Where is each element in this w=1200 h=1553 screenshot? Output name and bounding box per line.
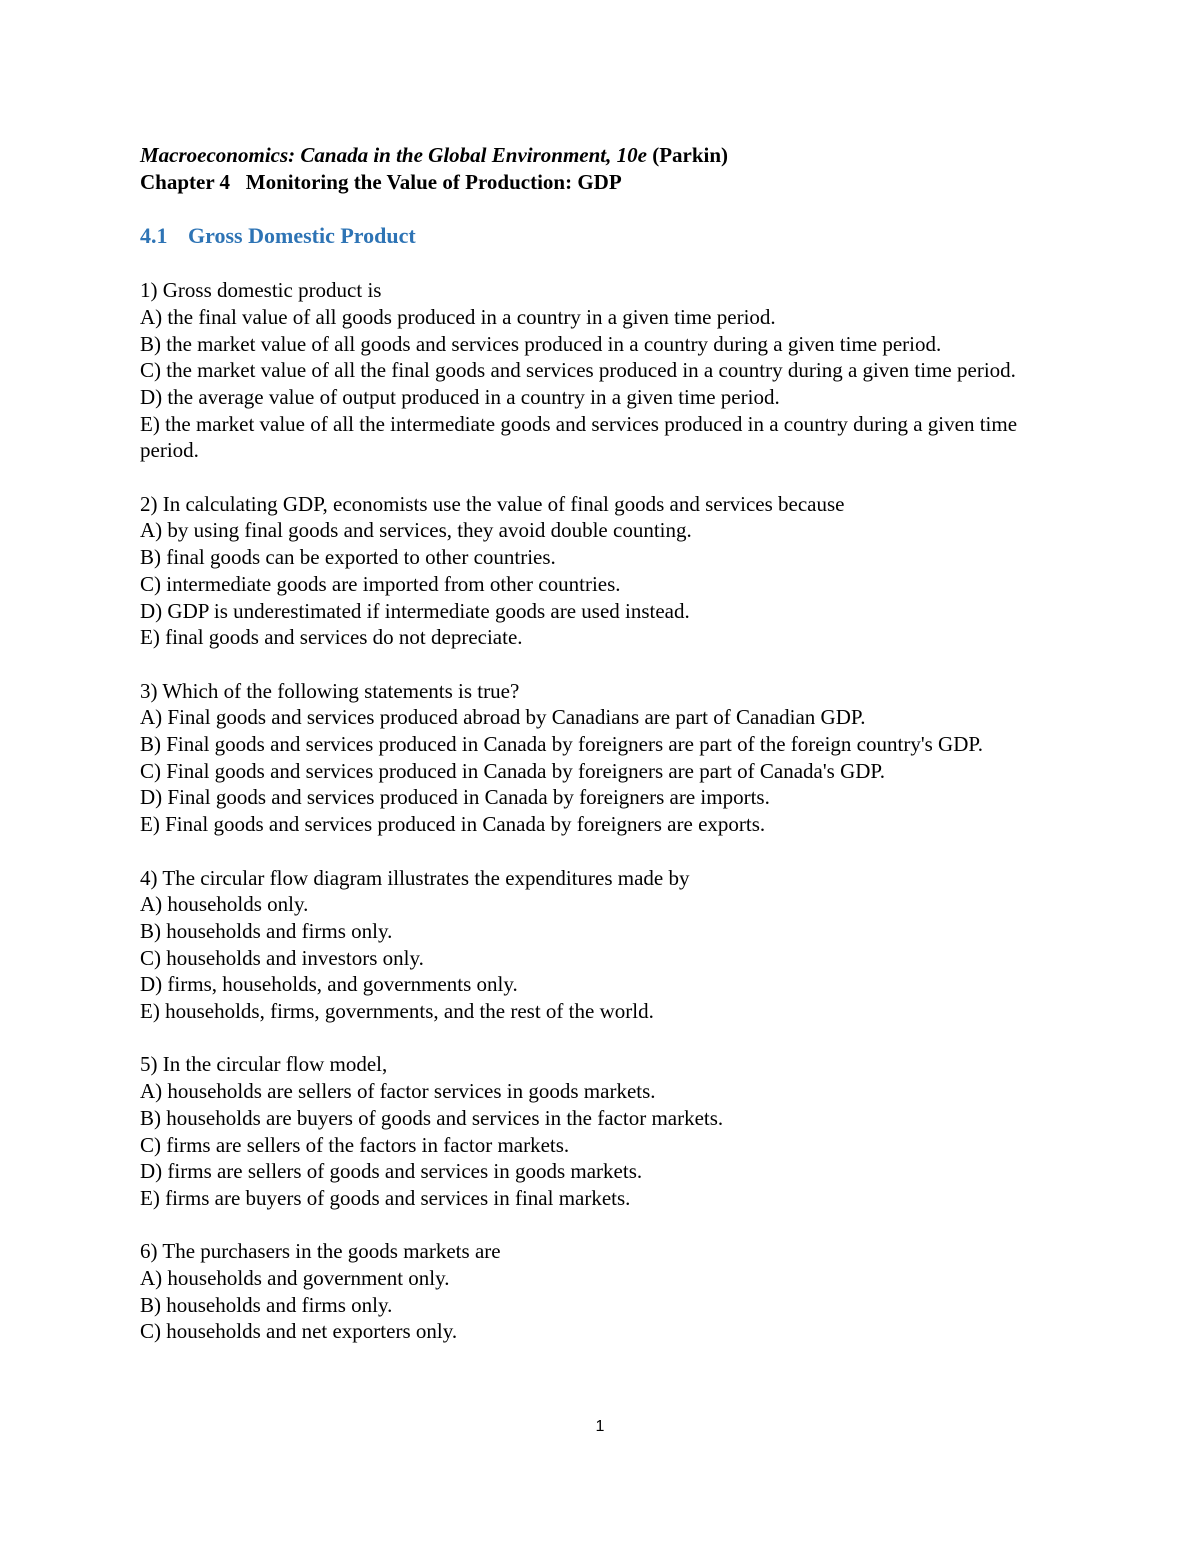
answer-option: C) the market value of all the final goods and services produced in a country during a given time period. <box>140 358 1016 383</box>
answer-option: A) by using final goods and services, they avoid double counting. <box>140 518 692 543</box>
question-stem: 6) The purchasers in the goods markets are <box>140 1239 501 1264</box>
answer-option: C) Final goods and services produced in Canada by foreigners are part of Canada's GDP. <box>140 758 885 783</box>
answer-option: E) the market value of all the intermediate goods and services produced in a country during a given time period. <box>140 411 1018 463</box>
answer-option: C) intermediate goods are imported from other countries. <box>140 571 621 596</box>
answer-option: E) firms are buyers of goods and services in final markets. <box>140 1185 631 1210</box>
question-stem: 3) Which of the following statements is true? <box>140 678 520 703</box>
answer-option: D) firms are sellers of goods and services in goods markets. <box>140 1159 643 1184</box>
question-stem: 5) In the circular flow model, <box>140 1052 388 1077</box>
section-title: Gross Domestic Product <box>188 223 416 249</box>
document-page <box>140 142 1070 1372</box>
question-stem: 1) Gross domestic product is <box>140 278 382 303</box>
answer-option: D) GDP is underestimated if intermediate goods are used instead. <box>140 598 690 623</box>
answer-option: A) Final goods and services produced abroad by Canadians are part of Canadian GDP. <box>140 705 866 730</box>
answer-option: D) the average value of output produced in a country in a given time period. <box>140 384 780 409</box>
book-author: (Parkin) <box>652 143 729 167</box>
answer-option: B) households are buyers of goods and services in the factor markets. <box>140 1105 724 1130</box>
section-number: 4.1 <box>140 223 168 249</box>
chapter-title: Monitoring the Value of Production: GDP <box>245 169 622 194</box>
page-number: 1 <box>595 1418 605 1435</box>
question-6 <box>140 1238 1070 1345</box>
answer-option: C) firms are sellers of the factors in factor markets. <box>140 1132 570 1157</box>
book-title: Macroeconomics: Canada in the Global Environment, 10e <box>140 143 647 167</box>
answer-option: B) final goods can be exported to other countries. <box>140 545 556 570</box>
answer-option: B) households and firms only. <box>140 918 393 943</box>
answer-option: B) Final goods and services produced in Canada by foreigners are part of the foreign country's GDP. <box>140 732 983 757</box>
section-heading <box>140 223 1070 250</box>
answer-option: A) households only. <box>140 892 309 917</box>
answer-option: C) households and investors only. <box>140 945 424 970</box>
answer-option: D) Final goods and services produced in Canada by foreigners are imports. <box>140 785 770 810</box>
answer-option: D) firms, households, and governments only. <box>140 972 518 997</box>
question-stem: 2) In calculating GDP, economists use the value of final goods and services because <box>140 491 845 516</box>
answer-option: C) households and net exporters only. <box>140 1319 458 1344</box>
question-2 <box>140 491 1070 651</box>
question-4 <box>140 865 1070 1025</box>
question-5 <box>140 1051 1070 1211</box>
book-line <box>140 142 1070 169</box>
answer-option: E) final goods and services do not depreciate. <box>140 625 523 650</box>
answer-option: A) the final value of all goods produced in a country in a given time period. <box>140 304 776 329</box>
answer-option: A) households and government only. <box>140 1266 450 1291</box>
question-1 <box>140 277 1070 464</box>
chapter-line <box>140 169 1070 196</box>
answer-option: B) households and firms only. <box>140 1292 393 1317</box>
question-list <box>140 277 1070 1345</box>
answer-option: E) households, firms, governments, and the rest of the world. <box>140 999 654 1024</box>
answer-option: E) Final goods and services produced in Canada by foreigners are exports. <box>140 812 766 837</box>
question-stem: 4) The circular flow diagram illustrates the expenditures made by <box>140 865 690 890</box>
question-3 <box>140 678 1070 838</box>
answer-option: A) households are sellers of factor services in goods markets. <box>140 1079 656 1104</box>
answer-option: B) the market value of all goods and services produced in a country during a given time period. <box>140 331 942 356</box>
chapter-label: Chapter 4 <box>140 169 231 194</box>
